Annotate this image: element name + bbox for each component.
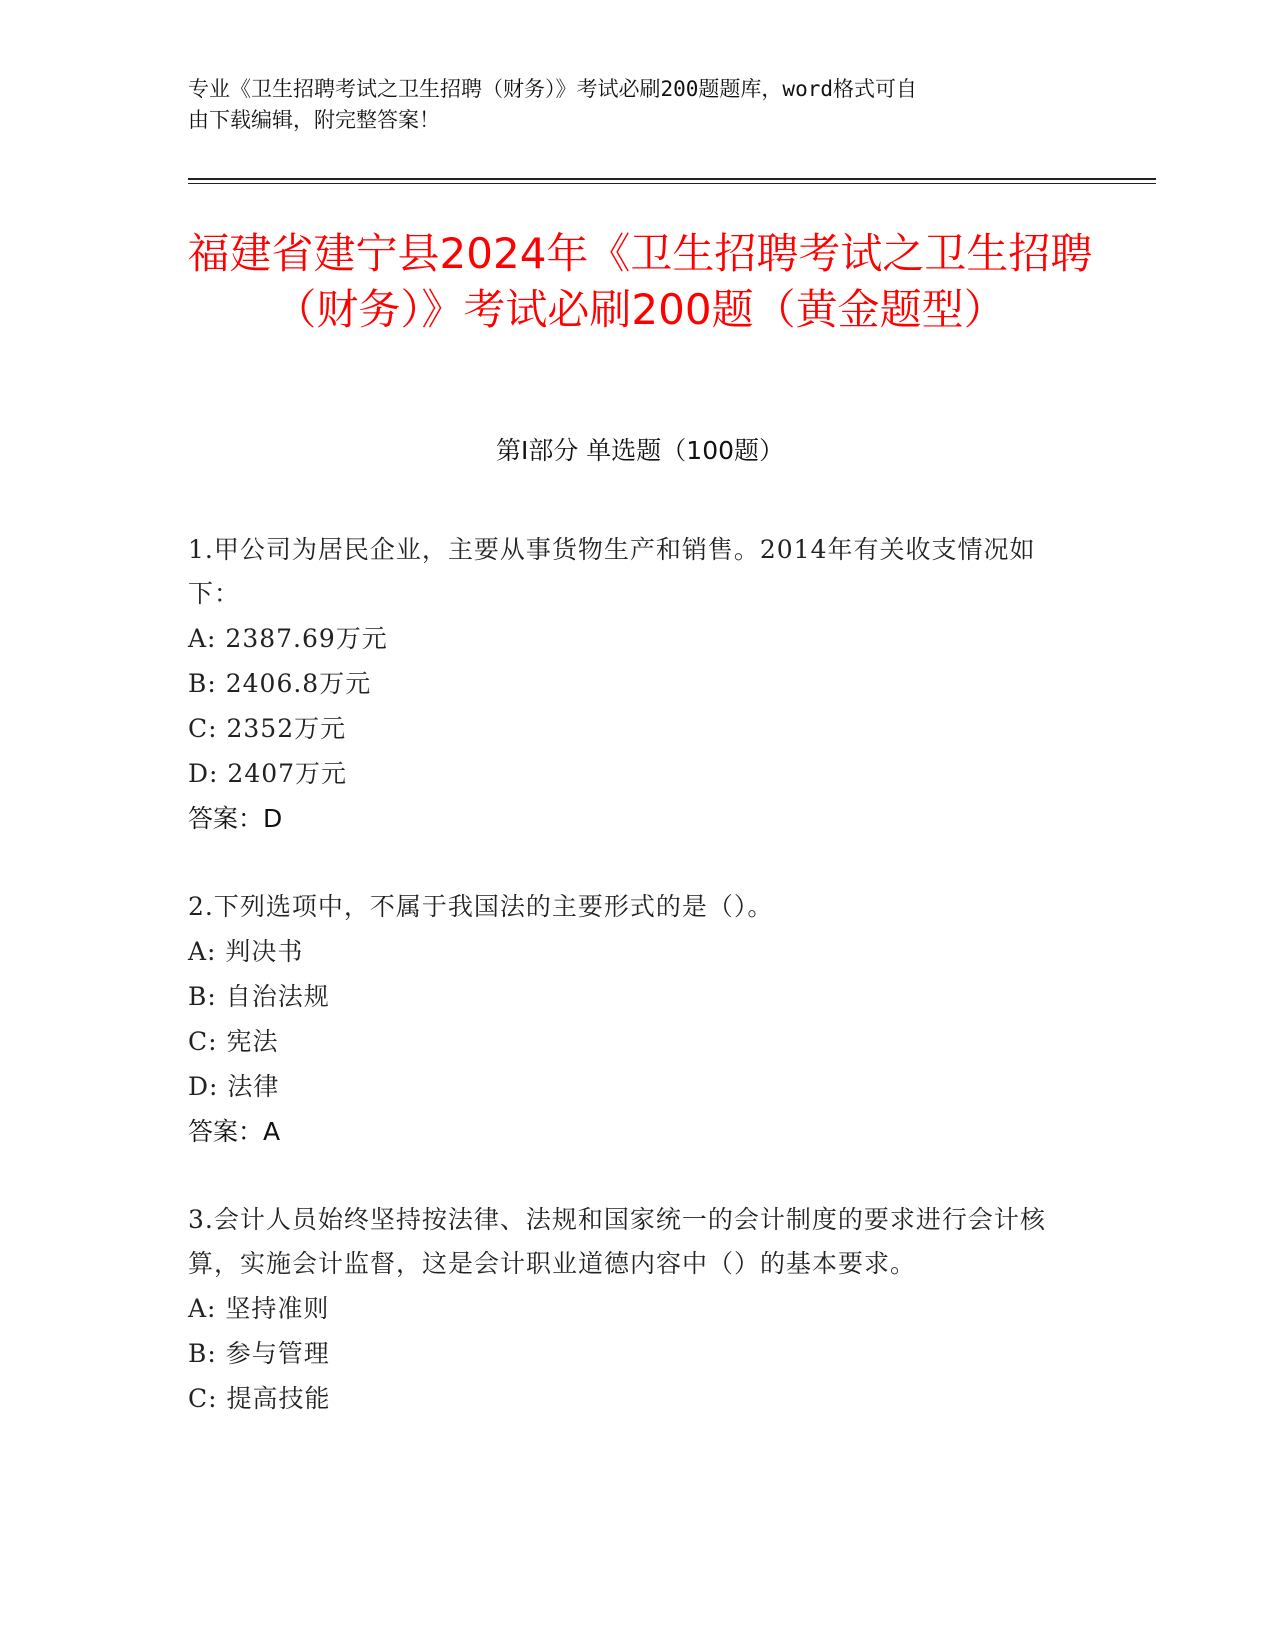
question-3 bbox=[188, 1198, 1068, 1421]
question-stem: 3.会计人员始终坚持按法律、法规和国家统一的会计制度的要求进行会计核算，实施会计监督，这是会计职业道德内容中（）的基本要求。 bbox=[188, 1205, 1046, 1278]
document-title: 福建省建宁县2024年《卫生招聘考试之卫生招聘（财务）》考试必刷200题（黄金题型） bbox=[187, 229, 1093, 334]
question-stem: 1.甲公司为居民企业，主要从事货物生产和销售。2014年有关收支情况如下： bbox=[188, 535, 1036, 608]
question-1 bbox=[188, 528, 1068, 841]
question-stem: 2.下列选项中，不属于我国法的主要形式的是（）。 bbox=[188, 892, 774, 921]
option-a: A: 判决书 bbox=[188, 937, 304, 966]
header-note bbox=[188, 74, 1068, 136]
answer-label: 答案：A bbox=[188, 1117, 281, 1146]
option-a: A: 2387.69万元 bbox=[188, 624, 388, 653]
answer-label: 答案：D bbox=[188, 804, 283, 833]
option-a: A: 坚持准则 bbox=[188, 1294, 330, 1323]
header-divider-thick bbox=[188, 178, 1156, 180]
option-c: C: 2352万元 bbox=[188, 714, 347, 743]
section-title: 第Ⅰ部分 单选题（100题） bbox=[495, 436, 785, 465]
question-2 bbox=[188, 885, 1068, 1154]
header-note-line-2: 由下载编辑，附完整答案！ bbox=[188, 108, 440, 132]
option-b: B: 自治法规 bbox=[188, 982, 330, 1011]
option-d: D: 2407万元 bbox=[188, 759, 348, 788]
header-divider-thin bbox=[188, 183, 1156, 184]
option-b: B: 2406.8万元 bbox=[188, 669, 372, 698]
question-list bbox=[188, 528, 1068, 1465]
option-d: D: 法律 bbox=[188, 1072, 280, 1101]
header-note-line-1: 专业《卫生招聘考试之卫生招聘（财务）》考试必刷200题题库，word格式可自 bbox=[188, 77, 917, 101]
option-c: C: 宪法 bbox=[188, 1027, 279, 1056]
option-b: B: 参与管理 bbox=[188, 1339, 330, 1368]
option-c: C: 提高技能 bbox=[188, 1384, 331, 1413]
